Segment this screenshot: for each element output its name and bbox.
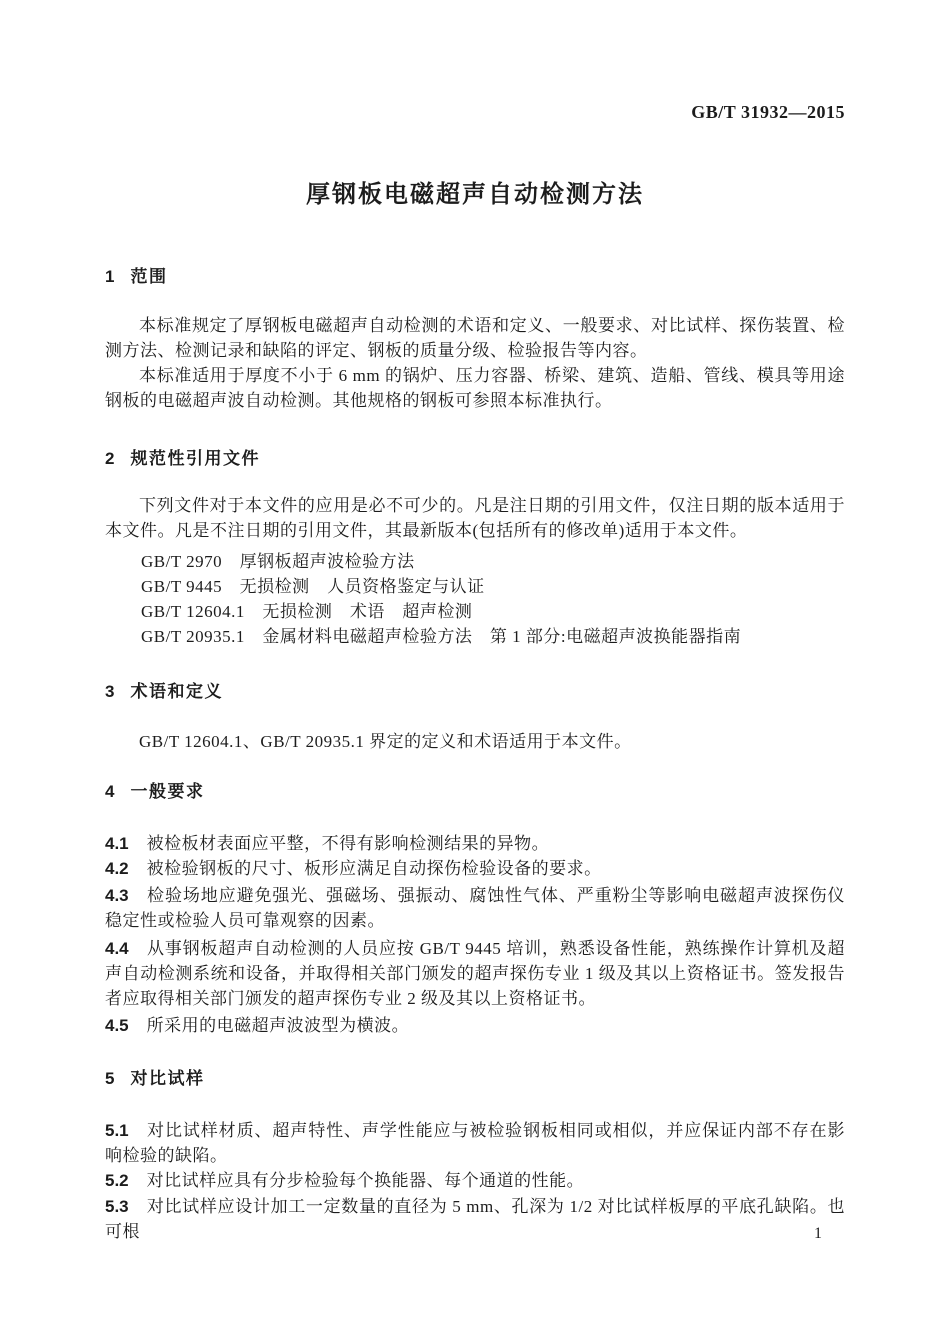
paragraph-references-intro: 下列文件对于本文件的应用是必不可少的。凡是注日期的引用文件，仅注日期的版本适用于本文件。凡是不注日期的引用文件，其最新版本(包括所有的修改单)适用于本文件。: [105, 496, 845, 540]
paragraph-terms: GB/T 12604.1、GB/T 20935.1 界定的定义和术语适用于本文件。: [139, 732, 632, 751]
section-terms-definitions: [105, 679, 845, 754]
reference-item: GB/T 12604.1 无损检测 术语 超声检测: [141, 602, 473, 621]
section-scope: [105, 264, 845, 413]
clause-4-4: [105, 936, 845, 1011]
section-number: 5: [105, 1069, 115, 1088]
clause-number: 5.3: [105, 1197, 129, 1216]
section-heading-text: 对比试样: [130, 1069, 205, 1088]
clause-number: 5.2: [105, 1171, 129, 1190]
paragraph-scope-1: 本标准规定了厚钢板电磁超声自动检测的术语和定义、一般要求、对比试样、探伤装置、检测方法、检测记录和缺陷的评定、钢板的质量分级、检验报告等内容。: [105, 316, 845, 360]
standard-number: GB/T 31932—2015: [691, 102, 845, 122]
section-heading-1: [105, 264, 845, 290]
clause-text: 被检验钢板的尺寸、板形应满足自动探伤检验设备的要求。: [146, 859, 602, 878]
section-number: 2: [105, 449, 115, 468]
section-heading-2: [105, 446, 845, 472]
section-number: 3: [105, 682, 115, 701]
clause-5-3: [105, 1194, 845, 1244]
clause-text: 被检板材表面应平整，不得有影响检测结果的异物。: [146, 834, 550, 853]
clause-4-5: [105, 1013, 845, 1038]
clause-number: 4.2: [105, 859, 129, 878]
section-number: 1: [105, 267, 115, 286]
clause-number: 5.1: [105, 1121, 129, 1140]
section-heading-3: [105, 679, 845, 705]
clause-4-2: [105, 856, 845, 881]
clause-text: 对比试样应设计加工一定数量的直径为 5 mm、孔深为 1/2 对比试样板厚的平底孔缺陷。也可根: [105, 1197, 845, 1241]
section-reference-specimen: [105, 1066, 845, 1244]
reference-item: GB/T 20935.1 金属材料电磁超声检验方法 第 1 部分:电磁超声波换能器指南: [141, 627, 742, 646]
section-normative-references: [105, 446, 845, 649]
reference-item: GB/T 9445 无损检测 人员资格鉴定与认证: [141, 577, 485, 596]
document-title: 厚钢板电磁超声自动检测方法: [306, 181, 644, 208]
clause-text: 检验场地应避免强光、强磁场、强振动、腐蚀性气体、严重粉尘等影响电磁超声波探伤仪稳定性或检验人员可靠观察的因素。: [105, 886, 845, 930]
clause-text: 从事钢板超声自动检测的人员应按 GB/T 9445 培训，熟悉设备性能，熟练操作计算机及超声自动检测系统和设备，并取得相关部门颁发的超声探伤专业 1 级及其以上资格证书。签发报告者应取得相关部门颁发的超声探伤专业 2 级及其以上资格证书。: [105, 939, 845, 1008]
section-heading-text: 范围: [130, 267, 168, 286]
page-number: 1: [814, 1225, 822, 1242]
clause-4-1: [105, 831, 845, 856]
clause-number: 4.1: [105, 834, 129, 853]
clause-number: 4.5: [105, 1016, 129, 1035]
section-general-requirements: [105, 779, 845, 1038]
clause-number: 4.3: [105, 886, 129, 905]
section-heading-text: 规范性引用文件: [130, 449, 260, 468]
clause-5-1: [105, 1118, 845, 1168]
clause-text: 对比试样应具有分步检验每个换能器、每个通道的性能。: [146, 1171, 585, 1190]
section-heading-text: 一般要求: [130, 782, 205, 801]
clause-text: 所采用的电磁超声波波型为横波。: [146, 1016, 410, 1035]
paragraph-scope-2: 本标准适用于厚度不小于 6 mm 的锅炉、压力容器、桥梁、建筑、造船、管线、模具等用途钢板的电磁超声波自动检测。其他规格的钢板可参照本标准执行。: [105, 366, 845, 410]
clause-number: 4.4: [105, 939, 129, 958]
reference-list: [105, 549, 845, 649]
clause-5-2: [105, 1168, 845, 1193]
clause-4-3: [105, 883, 845, 933]
section-heading-text: 术语和定义: [130, 682, 223, 701]
section-heading-4: [105, 779, 845, 805]
clause-text: 对比试样材质、超声特性、声学性能应与被检验钢板相同或相似，并应保证内部不存在影响检验的缺陷。: [105, 1121, 845, 1165]
section-number: 4: [105, 782, 115, 801]
section-heading-5: [105, 1066, 845, 1092]
reference-item: GB/T 2970 厚钢板超声波检验方法: [141, 552, 415, 571]
